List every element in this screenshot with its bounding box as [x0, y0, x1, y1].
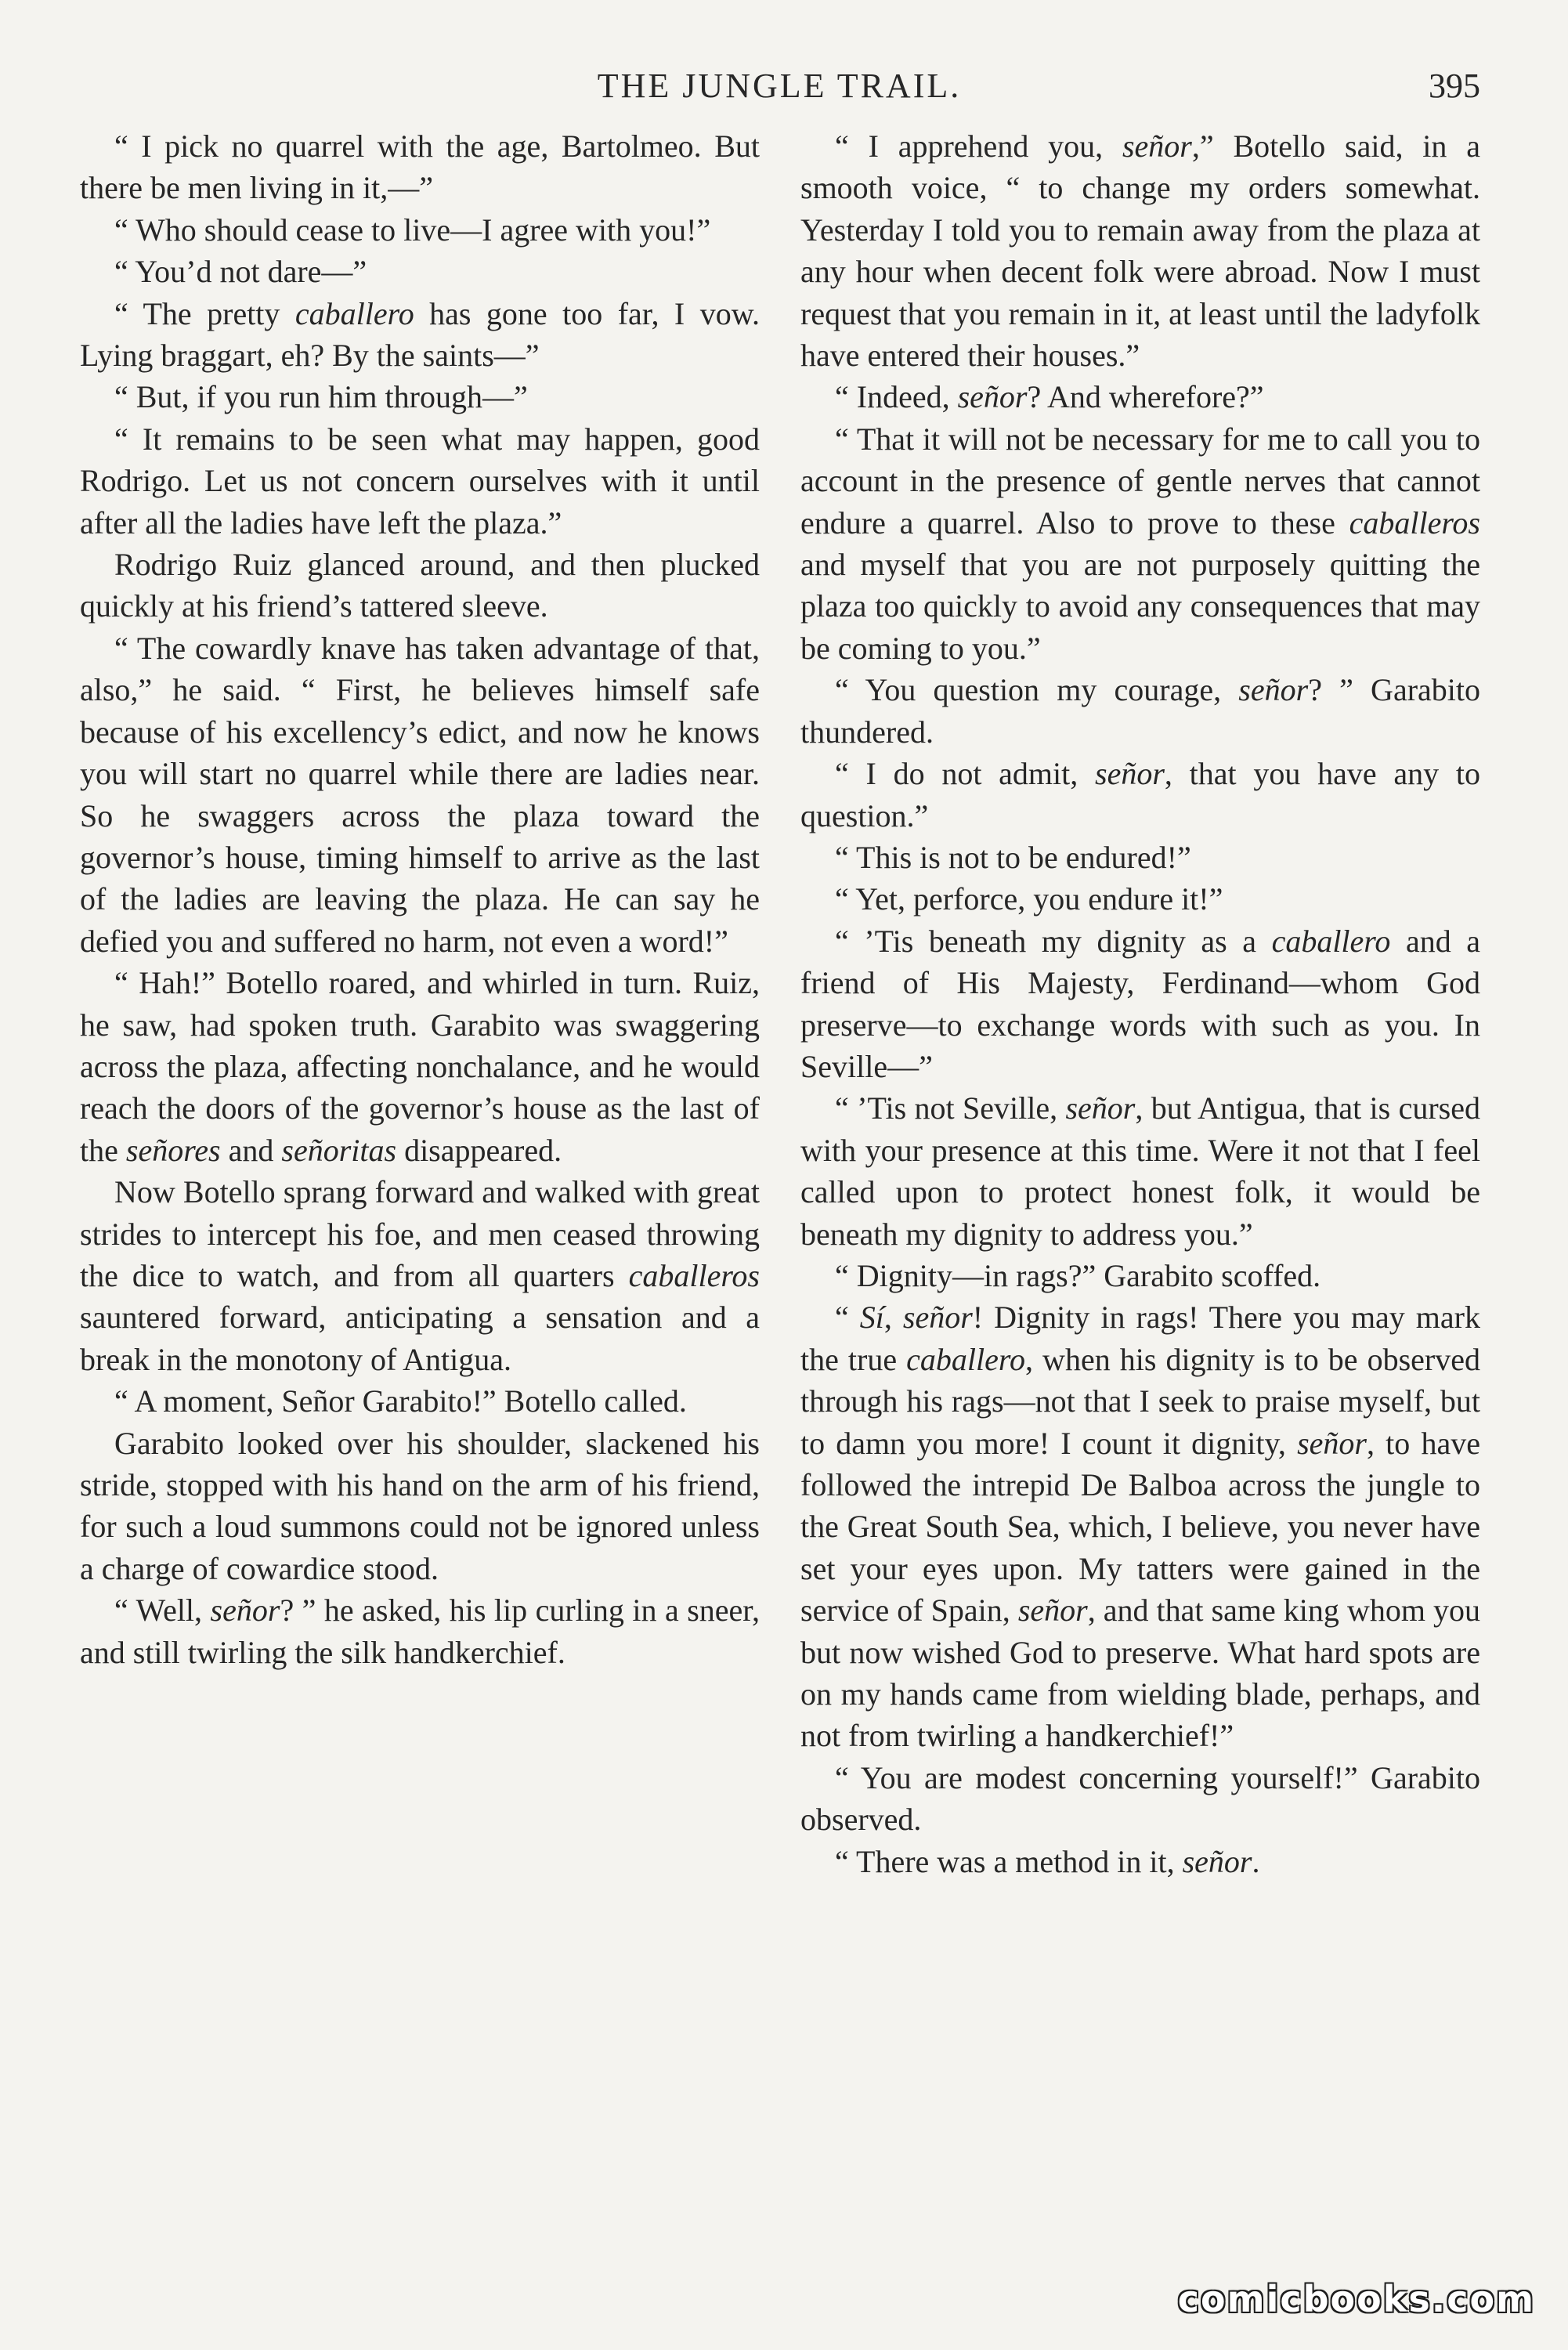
- italic-term: Sí: [859, 1300, 884, 1336]
- paragraph: Now Botello sprang forward and walked with great strides to intercept his foe, and men ceased throwing the dice to watch, and from all quarters caballeros sauntered forward, anticipating a sensation and a break in the monotony of Antigua.: [80, 1174, 760, 1377]
- italic-term: caballero: [906, 1341, 1025, 1377]
- italic-term: caballero: [294, 295, 414, 331]
- paragraph: “ Sí, señor! Dignity in rags! There you may mark the true caballero, when his dignity is to be observed through his rags—not that I seek to praise myself, but to damn you more! I count it dignity, señor, to have followed the intrepid De Balboa across the jungle to the Great South Sea, which, I believe, you never have set your eyes upon. My tatters were gained in the service of Spain, señor, and that same king whom you but now wished God to preserve. What hard spots are on my hands came from wielding blade, perhaps, and not from twirling a handkerchief!”: [800, 1300, 1480, 1754]
- paragraph: “ The cowardly knave has taken advantage of that, also,” he said. “ First, he believes himself safe because of his excellency’s edict, and now he knows you will start no quarrel while there are ladies near. So he swaggers across the plaza toward the governor’s house, timing himself to arrive as the last of the ladies are leaving the plaza. He can say he defied you and suffered no harm, not even a word!”: [80, 630, 760, 959]
- italic-term: caballeros: [628, 1257, 760, 1293]
- italic-term: caballeros: [1349, 504, 1480, 540]
- italic-term: señor: [1017, 1593, 1088, 1629]
- paragraph: Garabito looked over his shoulder, slackened his stride, stopped with his hand on the arm of his friend, for such a loud summons could not be ignored unless a charge of cowardice stood.: [80, 1425, 760, 1586]
- paragraph: “ I pick no quarrel with the age, Bartolmeo. But there be men living in it,—”: [80, 128, 760, 206]
- italic-term: señor: [1182, 1843, 1252, 1879]
- paragraph: “ You question my courage, señor? ” Garabito thundered.: [800, 672, 1480, 750]
- paragraph: “ You are modest concerning yourself!” Garabito observed.: [800, 1759, 1480, 1838]
- paragraph: “ ’Tis beneath my dignity as a caballero and a friend of His Majesty, Ferdinand—whom God preserve—to exchange words with such as you. In Seville—”: [800, 923, 1481, 1084]
- paragraph: “ That it will not be necessary for me to call you to account in the presence of gentle nerves that cannot endure a quarrel. Also to prove to these caballeros and myself that you are not purposely quitting the plaza too quickly to avoid any consequences that may be coming to you.”: [800, 421, 1480, 666]
- paragraph: “ A moment, Señor Garabito!” Botello called.: [114, 1383, 687, 1419]
- italic-term: señor: [1238, 672, 1309, 708]
- italic-term: caballero: [1271, 923, 1391, 959]
- italic-term: señoritas: [281, 1132, 397, 1168]
- italic-term: señor: [1122, 128, 1192, 164]
- italic-term: señor: [1297, 1425, 1367, 1461]
- page-header: [78, 66, 1480, 113]
- paragraph: “ This is not to be endured!”: [835, 839, 1191, 875]
- paragraph: “ There was a method in it, señor.: [835, 1843, 1260, 1879]
- paragraph: “ Hah!” Botello roared, and whirled in turn. Ruiz, he saw, had spoken truth. Garabito was swaggering across the plaza, affecting nonchalance, and he would reach the doors of the governor’s house as the last of the señores and señoritas disappeared.: [80, 965, 760, 1168]
- italic-term: señor: [1095, 756, 1165, 792]
- italic-term: señores: [125, 1132, 221, 1168]
- paragraph: Rodrigo Ruiz glanced around, and then plucked quickly at his friend’s tattered sleeve.: [80, 547, 760, 624]
- paragraph: “ Yet, perforce, you endure it!”: [835, 881, 1223, 917]
- paragraph: “ The pretty caballero has gone too far, I vow. Lying braggart, eh? By the saints—”: [80, 295, 760, 374]
- paragraph: “ I apprehend you, señor,” Botello said, in a smooth voice, “ to change my orders somewhat. Yesterday I told you to remain away from the plaza at any hour when decent folk were abroad. Now I must request that you remain in it, at least until the ladyfolk have entered their houses.”: [800, 128, 1480, 374]
- paragraph: “ Indeed, señor? And wherefore?”: [835, 379, 1264, 415]
- paragraph: “ Dignity—in rags?” Garabito scoffed.: [835, 1257, 1321, 1293]
- paragraph: “ You’d not dare—”: [114, 254, 367, 290]
- right-column: [800, 125, 1480, 1882]
- paragraph: “ I do not admit, señor, that you have any to question.”: [800, 756, 1480, 833]
- italic-term: señor: [210, 1593, 280, 1629]
- paragraph: “ It remains to be seen what may happen, good Rodrigo. Let us not concern ourselves with it until after all the ladies have left the plaza.”: [80, 421, 760, 540]
- italic-term: señor: [1065, 1090, 1136, 1126]
- italic-term: señor: [957, 379, 1028, 415]
- paragraph: “ But, if you run him through—”: [114, 379, 528, 415]
- paragraph: “ ’Tis not Seville, señor, but Antigua, that is cursed with your presence at this time. Were it not that I feel called upon to protect honest folk, it would be beneath my dignity to address you.”: [800, 1090, 1480, 1252]
- paragraph: “ Who should cease to live—I agree with you!”: [114, 212, 711, 248]
- watermark: comicbooks.com: [1177, 2278, 1535, 2320]
- page-number: 395: [1429, 67, 1480, 105]
- left-column: [80, 125, 760, 1673]
- italic-term: señor: [902, 1300, 973, 1336]
- running-title: THE JUNGLE TRAIL.: [597, 67, 962, 105]
- paragraph: “ Well, señor? ” he asked, his lip curling in a sneer, and still twirling the silk handkerchief.: [80, 1593, 761, 1670]
